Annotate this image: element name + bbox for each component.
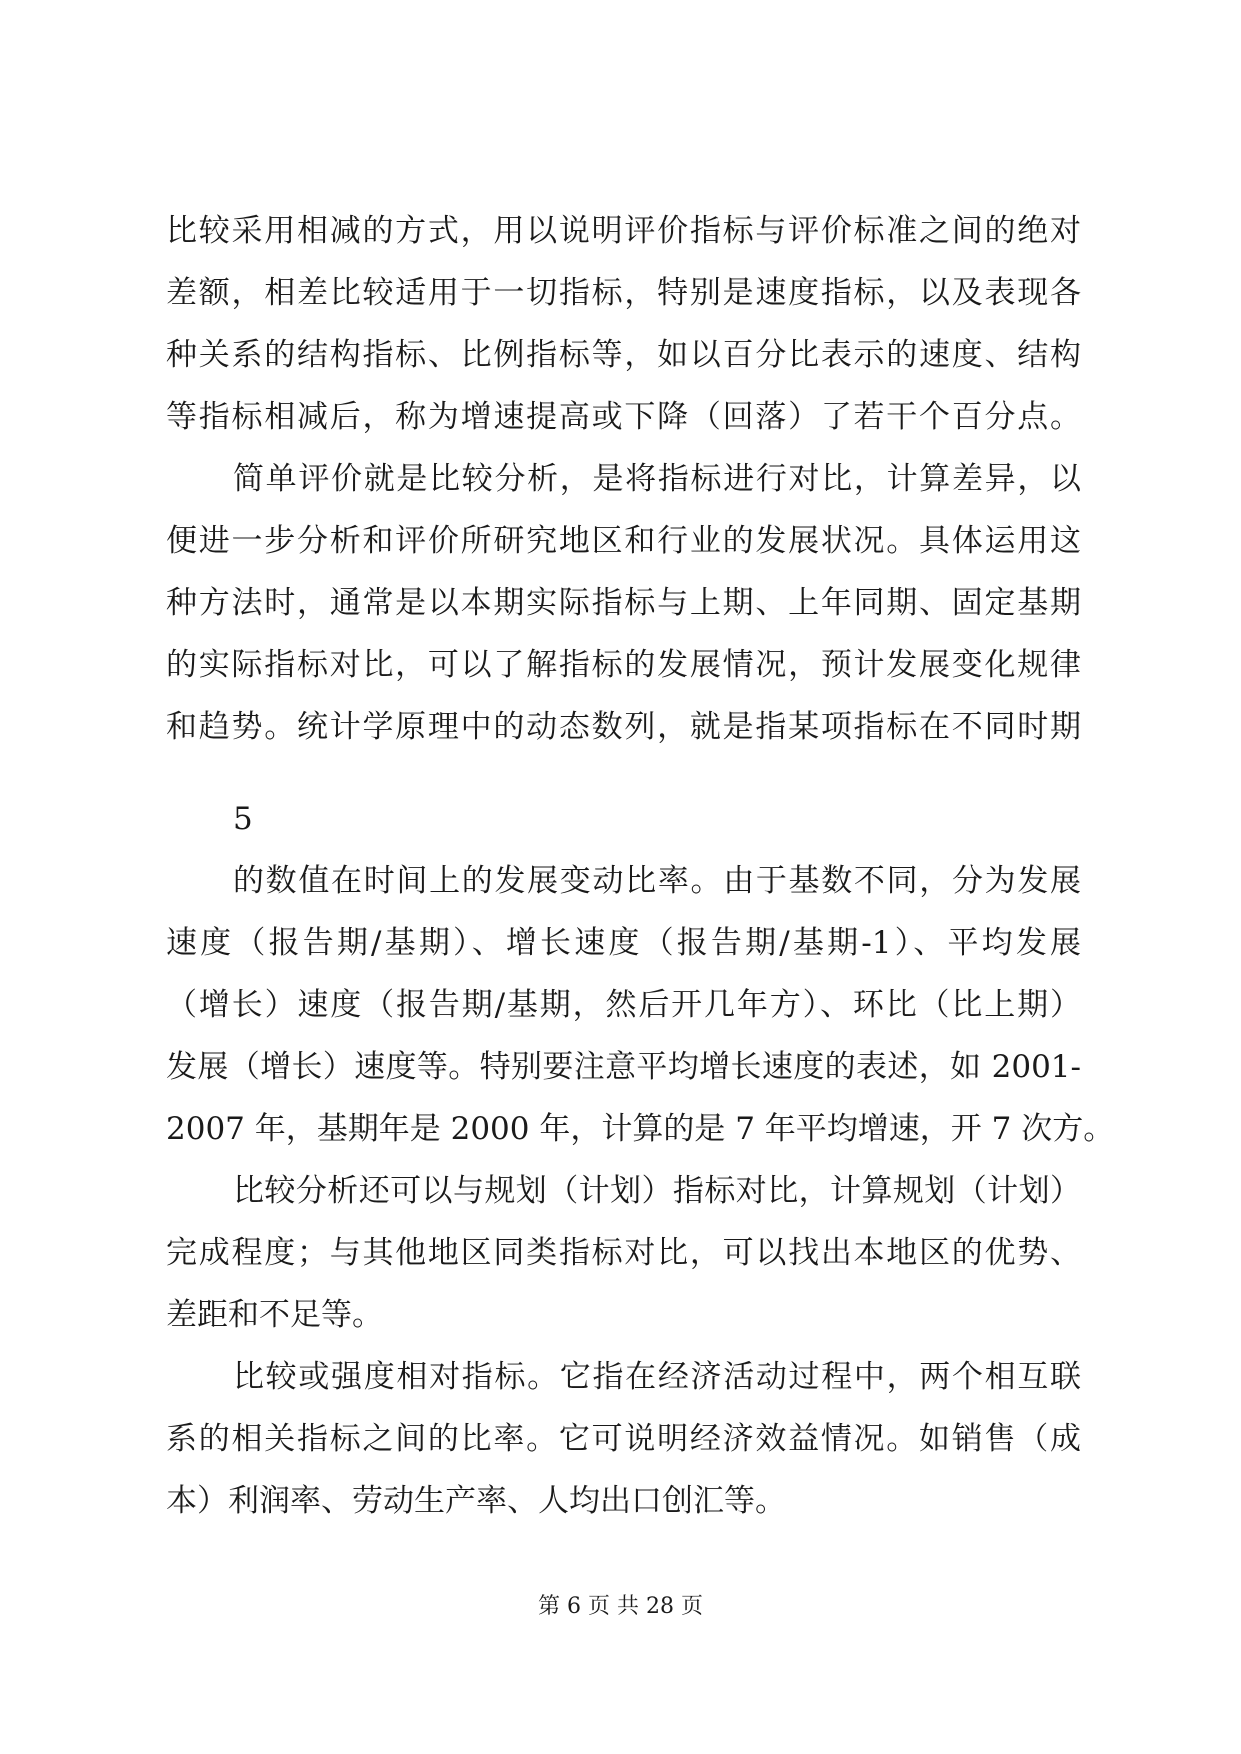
body-line: 2007 年，基期年是 2000 年，计算的是 7 年平均增速，开 7 次方。	[166, 1111, 1115, 1147]
body-line: 比较分析还可以与规划（计划）指标对比，计算规划（计划）	[233, 1173, 1081, 1209]
body-line: 种方法时，通常是以本期实际指标与上期、上年同期、固定基期	[166, 585, 1081, 621]
page-footer: 第 6 页 共 28 页	[538, 1594, 703, 1619]
body-line: 的数值在时间上的发展变动比率。由于基数不同，分为发展	[233, 863, 1081, 899]
body-line: 简单评价就是比较分析，是将指标进行对比，计算差异，以	[233, 461, 1081, 497]
body-line: 比较采用相减的方式，用以说明评价指标与评价标准之间的绝对	[166, 213, 1081, 249]
body-line: 系的相关指标之间的比率。它可说明经济效益情况。如销售（成	[166, 1421, 1081, 1457]
body-line: 便进一步分析和评价所研究地区和行业的发展状况。具体运用这	[166, 523, 1081, 559]
body-line: 本）利润率、劳动生产率、人均出口创汇等。	[166, 1483, 786, 1519]
body-line: 发展（增长）速度等。特别要注意平均增长速度的表述，如 2001-	[166, 1049, 1081, 1085]
inline-page-marker: 5	[233, 801, 253, 837]
body-line: 完成程度；与其他地区同类指标对比，可以找出本地区的优势、	[166, 1235, 1081, 1271]
body-line: （增长）速度（报告期/基期，然后开几年方）、环比（比上期）	[166, 987, 1081, 1023]
body-line: 差距和不足等。	[166, 1297, 383, 1333]
body-line: 种关系的结构指标、比例指标等，如以百分比表示的速度、结构	[166, 337, 1081, 373]
body-line: 的实际指标对比，可以了解指标的发展情况，预计发展变化规律	[166, 647, 1081, 683]
body-line: 速度（报告期/基期）、增长速度（报告期/基期-1）、平均发展	[166, 925, 1081, 961]
body-line: 差额，相差比较适用于一切指标，特别是速度指标，以及表现各	[166, 275, 1081, 311]
body-line: 和趋势。统计学原理中的动态数列，就是指某项指标在不同时期	[166, 709, 1081, 745]
body-line: 等指标相减后，称为增速提高或下降（回落）了若干个百分点。	[166, 399, 1081, 435]
body-line: 比较或强度相对指标。它指在经济活动过程中，两个相互联	[233, 1359, 1081, 1395]
